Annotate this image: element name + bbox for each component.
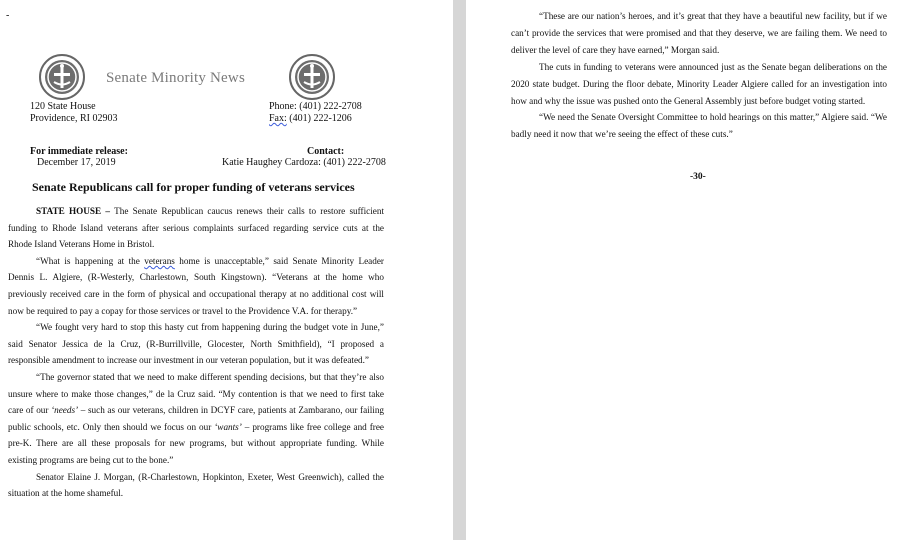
senate-seal-icon (289, 54, 335, 100)
article-body (8, 203, 384, 502)
phone-number: Phone: (401) 222-2708 (269, 101, 362, 112)
contact-label: Contact: (307, 146, 345, 157)
paragraph: “These are our nation’s heroes, and it’s great that they have a beautiful new facility, but if we can’t provide the services that were promised and that they deserve, we are failing them. We need to deliver the level of care they have earned,” Morgan said. (511, 11, 887, 55)
paragraph: “What is happening at the veterans home is unacceptable,” said Senate Minority Leader Dennis L. Algiere, (R-Westerly, Charlestown, South Kingstown). “Veterans at the home who previously received care in the form of physical and occupational therapy at no additional cost will now be required to pay a copay for those services or travel to the Providence V.A. for therapy.” (8, 255, 384, 316)
spellcheck-flagged-word: veterans (144, 255, 175, 266)
dateline: STATE HOUSE – (36, 206, 115, 216)
release-label: For immediate release: (30, 146, 128, 157)
end-mark: -30- (690, 172, 706, 182)
document-page-2 (466, 0, 898, 540)
paragraph: The cuts in funding to veterans were announced just as the Senate began deliberations on the 2020 state budget. During the floor debate, Minority Leader Algiere called for an investigation into how and why the issue was pushed onto the General Assembly just before budget voting started. (511, 61, 887, 106)
release-date: December 17, 2019 (37, 157, 116, 168)
page-gutter (453, 0, 466, 540)
seal-emblem (41, 56, 83, 98)
fax-line (269, 113, 362, 125)
fax-number: (401) 222-1206 (286, 113, 352, 124)
office-address (30, 101, 118, 125)
address-city: Providence, RI 02903 (30, 113, 118, 124)
seal-emblem (291, 56, 333, 98)
corner-mark: - (6, 10, 10, 21)
paragraph: “The governor stated that we need to make different spending decisions, but that they’re also unsure where to make those changes,” de la Cruz said. “My contention is that we need to first take care of our ‘needs’ – such as our veterans, children in DCYF care, patients at Zambarano, our failing public schools, etc. Only then should we focus on our ‘wants’ – programs like free college and free pre-K. There are all these proposals for new programs, but without appropriate funding. While existing programs are being cut to the bone.” (8, 371, 385, 465)
fax-label: Fax: (269, 113, 287, 124)
paragraph: Senator Elaine J. Morgan, (R-Charlestown, Hopkinton, Exeter, West Greenwich), called the situation at the home shameful. (8, 471, 384, 499)
article-body-continued (511, 8, 887, 143)
paragraph: “We need the Senate Oversight Committee to hold hearings on this matter,” Algiere said. “We badly need it now that we’re seeing the effect of these cuts.” (511, 112, 887, 140)
headline: Senate Republicans call for proper funding of veterans services (32, 180, 355, 194)
office-contact-numbers (269, 101, 362, 125)
address-street: 120 State House (30, 101, 96, 112)
contact-name: Katie Haughey Cardoza: (401) 222-2708 (222, 157, 386, 168)
masthead-title: Senate Minority News (106, 70, 245, 86)
paragraph: STATE HOUSE – The Senate Republican caucus renews their calls to restore sufficient funding to Rhode Island veterans after serious complaints surfaced regarding service cuts at the Rhode Island Veterans Home in Bristol. (8, 206, 384, 250)
senate-seal-icon (39, 54, 85, 100)
paragraph: “We fought very hard to stop this hasty cut from happening during the budget vote in June,” said Senator Jessica de la Cruz, (R-Burrillville, Glocester, North Smithfield), “I proposed a responsible amendment to increase our investment in our veteran population, but it was defeated.” (8, 322, 384, 366)
